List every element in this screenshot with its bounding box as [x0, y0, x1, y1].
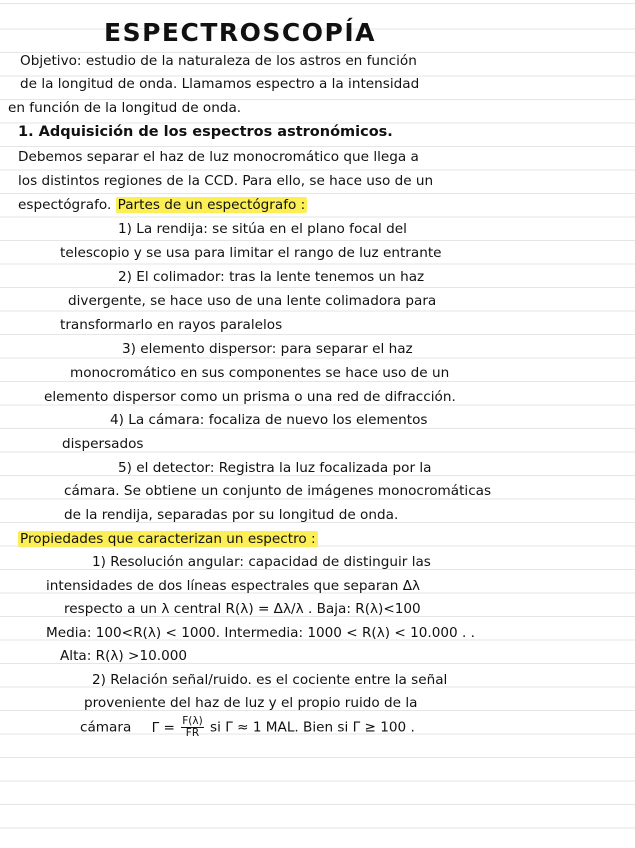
section-1-intro-line-1: Debemos separar el haz de luz monocromático que llega a: [18, 149, 419, 165]
objective-line-2: de la longitud de onda. Llamamos espectro a la intensidad: [20, 76, 420, 92]
objective-line-3: en función de la longitud de onda.: [8, 100, 242, 116]
snr-fraction-numerator: F(λ): [182, 715, 203, 727]
spectrograph-parts-highlight: Partes de un espectógrafo :: [117, 197, 306, 213]
snr-fraction-denominator: FR: [185, 727, 200, 739]
camera-word: cámara: [80, 719, 132, 736]
part-line-10: dispersados: [62, 436, 144, 452]
snr-criteria: si Γ ≈ 1 MAL. Bien si Γ ≥ 100 .: [210, 719, 415, 736]
part-line-3: 2) El colimador: tras la lente tenemos un haz: [118, 269, 425, 285]
properties-line-1: 1) Resolución angular: capacidad de distinguir las: [92, 554, 431, 570]
properties-heading: Propiedades que caracterizan un espectro :: [20, 531, 316, 547]
section-1-intro-line-3: [18, 196, 307, 214]
part-line-11: 5) el detector: Registra la luz focalizada por la: [118, 460, 432, 476]
properties-heading-line: [18, 530, 318, 548]
properties-line-3: respecto a un λ central R(λ) = Δλ/λ . Baja: R(λ)<100: [64, 601, 421, 617]
properties-line-7: proveniente del haz de luz y el propio ruido de la: [84, 695, 418, 711]
part-line-9: 4) La cámara: focaliza de nuevo los elementos: [110, 412, 428, 428]
part-line-13: de la rendija, separadas por su longitud de onda.: [64, 507, 399, 523]
part-line-2: telescopio y se usa para limitar el rango de luz entrante: [60, 245, 442, 261]
properties-line-5: Alta: R(λ) >10.000: [60, 648, 188, 664]
part-line-6: 3) elemento dispersor: para separar el haz: [122, 341, 413, 357]
part-line-4: divergente, se hace uso de una lente colimadora para: [68, 293, 437, 309]
part-line-1: 1) La rendija: se sitúa en el plano focal del: [118, 221, 407, 237]
section-1-intro-line-2: los distintos regiones de la CCD. Para ello, se hace uso de un: [18, 173, 434, 189]
objective-line-1: Objetivo: estudio de la naturaleza de los astros en función: [20, 53, 417, 69]
properties-line-8: [80, 716, 415, 739]
spectrograph-word: espectógrafo.: [18, 197, 112, 213]
part-line-12: cámara. Se obtiene un conjunto de imágenes monocromáticas: [64, 483, 492, 499]
properties-line-6: 2) Relación señal/ruido. es el cociente entre la señal: [92, 672, 448, 688]
gamma-symbol: Γ =: [151, 719, 175, 736]
page-title: ESPECTROSCOPÍA: [104, 18, 376, 47]
part-line-5: transformarlo en rayos paralelos: [60, 317, 283, 333]
snr-fraction: [181, 716, 203, 739]
part-line-7: monocromático en sus componentes se hace uso de un: [70, 365, 450, 381]
properties-line-4: Media: 100<R(λ) < 1000. Intermedia: 1000 < R(λ) < 10.000 . .: [46, 625, 475, 641]
section-1-heading: 1. Adquisición de los espectros astronómicos.: [18, 124, 393, 140]
part-line-8: elemento dispersor como un prisma o una red de difracción.: [44, 389, 456, 405]
properties-line-2: intensidades de dos líneas espectrales que separan Δλ: [46, 578, 421, 594]
